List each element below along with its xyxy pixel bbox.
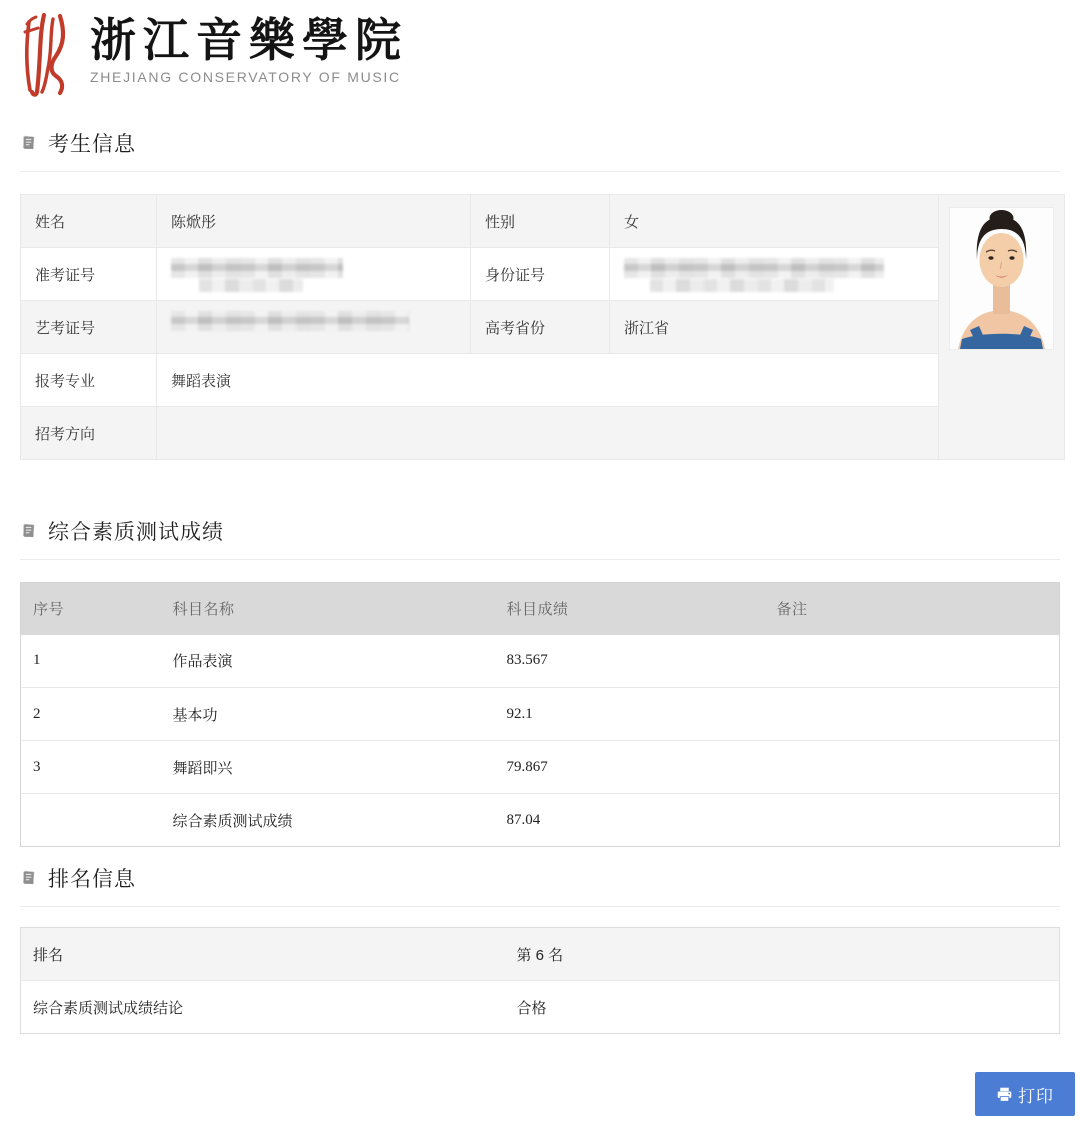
score-table xyxy=(20,582,1060,847)
table-row xyxy=(21,794,1060,847)
subject-note xyxy=(765,794,1060,847)
masked-value xyxy=(171,311,456,345)
subject-note xyxy=(765,688,1060,741)
subject-score: 92.1 xyxy=(495,688,765,741)
column-header: 科目名称 xyxy=(161,583,495,635)
field-value: 合格 xyxy=(505,981,1060,1034)
print-button[interactable] xyxy=(975,1072,1075,1116)
table-row xyxy=(21,354,1065,407)
print-button-label: 打印 xyxy=(1018,1086,1054,1106)
logo xyxy=(20,0,1060,98)
candidate-info-table xyxy=(20,194,1065,460)
row-index: 1 xyxy=(21,635,161,688)
field-value xyxy=(157,407,939,460)
ranking-table xyxy=(20,927,1060,1034)
field-label: 准考证号 xyxy=(21,248,157,301)
table-row xyxy=(21,928,1060,981)
field-label: 艺考证号 xyxy=(21,301,157,354)
field-label: 身份证号 xyxy=(471,248,610,301)
print-row xyxy=(20,1072,1075,1116)
book-icon xyxy=(20,869,38,887)
subject-note xyxy=(765,635,1060,688)
row-index: 2 xyxy=(21,688,161,741)
subject-note xyxy=(765,741,1060,794)
subject-name: 作品表演 xyxy=(161,635,495,688)
field-label: 姓名 xyxy=(21,195,157,248)
field-label: 排名 xyxy=(21,928,505,981)
ranking-section-header xyxy=(20,863,1060,907)
row-index: 3 xyxy=(21,741,161,794)
logo-title: 浙江音樂學院 xyxy=(90,15,408,66)
column-header: 备注 xyxy=(765,583,1060,635)
column-header: 科目成绩 xyxy=(495,583,765,635)
table-row xyxy=(21,301,1065,354)
table-row xyxy=(21,688,1060,741)
field-label: 招考方向 xyxy=(21,407,157,460)
field-label: 高考省份 xyxy=(471,301,610,354)
field-value xyxy=(610,248,939,301)
ranking-section-title: 排名信息 xyxy=(48,868,136,891)
subject-score: 87.04 xyxy=(495,794,765,847)
field-value: 浙江省 xyxy=(610,301,939,354)
table-row xyxy=(21,195,1065,248)
logo-subtitle: ZHEJIANG CONSERVATORY OF MUSIC xyxy=(90,68,401,85)
table-row xyxy=(21,741,1060,794)
subject-name: 综合素质测试成绩 xyxy=(161,794,495,847)
subject-name: 舞蹈即兴 xyxy=(161,741,495,794)
field-value: 第 6 名 xyxy=(505,928,1060,981)
masked-value xyxy=(624,258,924,292)
field-label: 综合素质测试成绩结论 xyxy=(21,981,505,1034)
field-value: 陈焮彤 xyxy=(157,195,471,248)
subject-score: 83.567 xyxy=(495,635,765,688)
score-table-header-row xyxy=(21,583,1060,635)
field-value xyxy=(157,301,471,354)
field-value: 女 xyxy=(610,195,939,248)
field-label: 报考专业 xyxy=(21,354,157,407)
printer-icon xyxy=(996,1086,1013,1103)
subject-name: 基本功 xyxy=(161,688,495,741)
logo-text xyxy=(90,10,408,85)
row-index xyxy=(21,794,161,847)
table-row xyxy=(21,981,1060,1034)
table-row xyxy=(21,248,1065,301)
candidate-photo xyxy=(950,208,1053,349)
book-icon xyxy=(20,134,38,152)
photo-cell xyxy=(939,195,1065,460)
field-label: 性别 xyxy=(471,195,610,248)
masked-value xyxy=(171,258,456,292)
column-header: 序号 xyxy=(21,583,161,635)
table-row xyxy=(21,407,1065,460)
field-value xyxy=(157,248,471,301)
book-icon xyxy=(20,522,38,540)
table-row xyxy=(21,635,1060,688)
scores-section-header xyxy=(20,516,1060,560)
logo-seal-icon xyxy=(20,10,70,98)
candidate-section-header xyxy=(20,128,1060,172)
field-value: 舞蹈表演 xyxy=(157,354,939,407)
scores-section-title: 综合素质测试成绩 xyxy=(48,521,224,544)
subject-score: 79.867 xyxy=(495,741,765,794)
candidate-section-title: 考生信息 xyxy=(48,133,136,156)
